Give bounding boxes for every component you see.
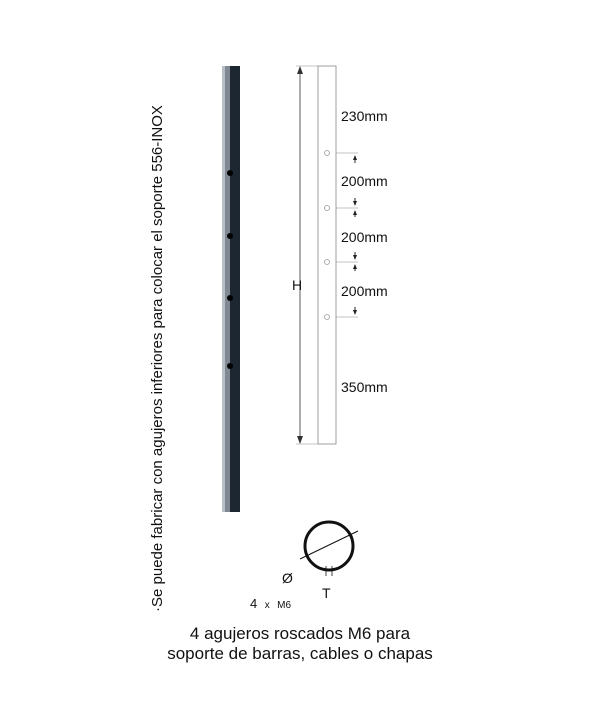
post-front-view — [222, 66, 240, 512]
segment-label: 350mm — [341, 379, 388, 395]
hole-marker — [227, 295, 233, 301]
thickness-symbol: T — [322, 585, 331, 601]
holes-type: M6 — [277, 600, 292, 611]
hole-marker — [227, 363, 233, 369]
hole-marker — [227, 170, 233, 176]
segment-label: 200mm — [341, 229, 388, 245]
height-dimension — [296, 66, 318, 444]
holes-count: 4 — [250, 596, 258, 611]
segment-label: 200mm — [341, 283, 388, 299]
side-note: ·Se puede fabricar con agujeros inferiores para colocar el soporte 556-INOX — [149, 105, 166, 612]
caption-line-1: 4 agujeros roscados M6 para — [189, 624, 411, 643]
cross-section — [300, 522, 358, 576]
holes-spec — [250, 595, 291, 612]
hole-marker — [227, 233, 233, 239]
height-label: H — [292, 277, 303, 293]
segment-label: 200mm — [341, 173, 388, 189]
caption-line-2: soporte de barras, cables o chapas — [167, 644, 433, 663]
segment-label: 230mm — [341, 108, 388, 124]
diameter-symbol: Ø — [282, 570, 293, 586]
holes-sep: x — [264, 600, 270, 611]
